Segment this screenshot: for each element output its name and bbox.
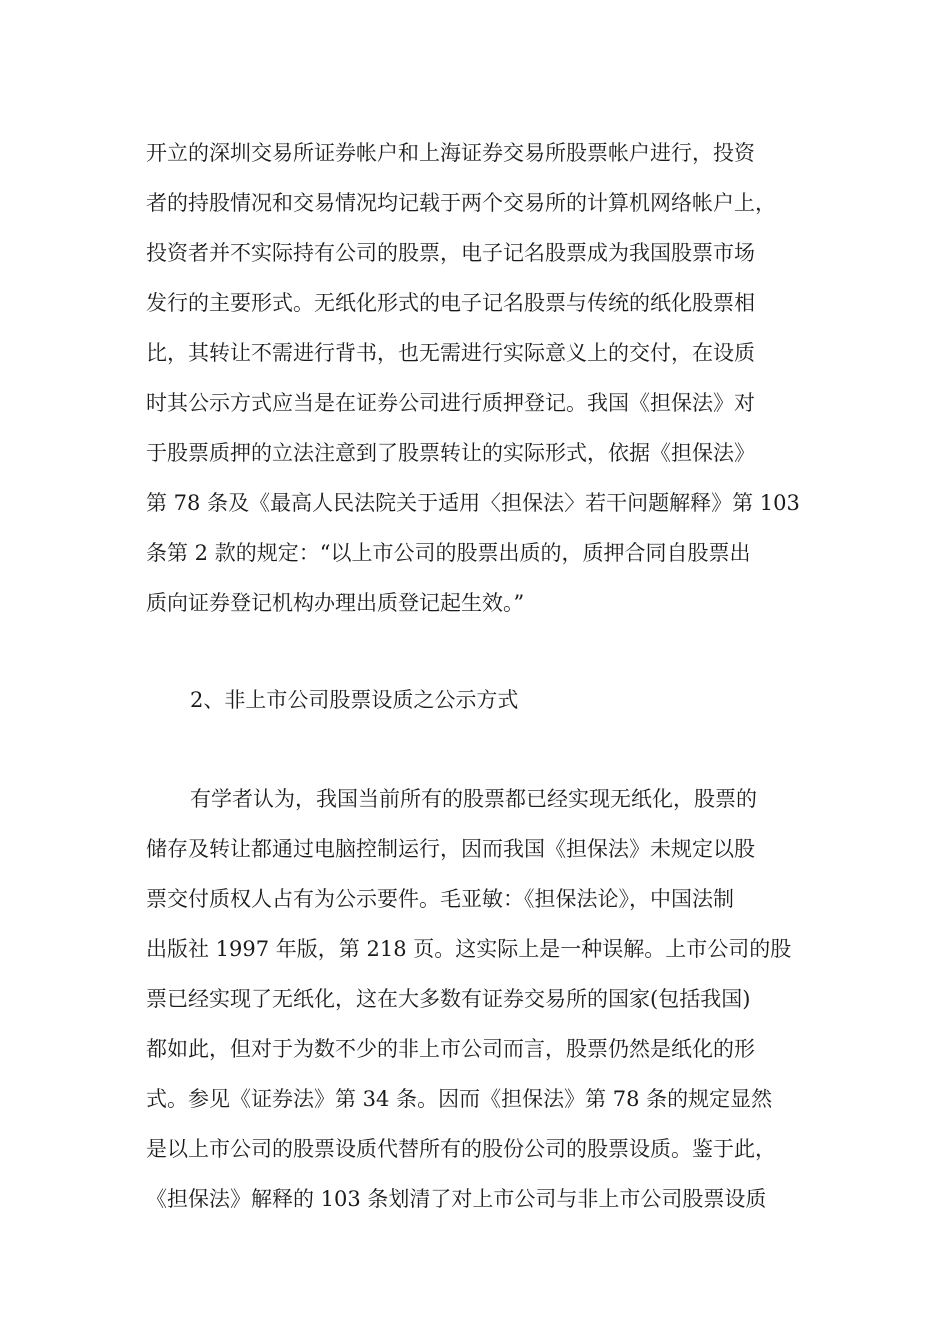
text-line: 《担保法》解释的 103 条划清了对上市公司与非上市公司股票设质: [146, 1187, 767, 1211]
text-line: 式。参见《证券法》第 34 条。因而《担保法》第 78 条的规定显然: [146, 1087, 773, 1111]
text-line: 票已经实现了无纸化，这在大多数有证券交易所的国家(包括我国): [146, 987, 751, 1011]
text-line: 是以上市公司的股票设质代替所有的股份公司的股票设质。鉴于此，: [146, 1137, 776, 1161]
text-line: 第 78 条及《最高人民法院关于适用〈担保法〉若干问题解释》第 103: [146, 491, 800, 515]
text-line: 时其公示方式应当是在证券公司进行质押登记。我国《担保法》对: [146, 391, 755, 415]
text-line: 都如此，但对于为数不少的非上市公司而言，股票仍然是纸化的形: [146, 1037, 755, 1061]
text-line: 票交付质权人占有为公示要件。毛亚敏：《担保法论》，中国法制: [146, 887, 734, 911]
text-line: 质向证券登记机构办理出质登记起生效。”: [146, 591, 525, 615]
text-line: 有学者认为，我国当前所有的股票都已经实现无纸化，股票的: [190, 787, 757, 811]
text-line: 于股票质押的立法注意到了股票转让的实际形式，依据《担保法》: [146, 441, 755, 465]
text-line: 投资者并不实际持有公司的股票，电子记名股票成为我国股票市场: [146, 241, 755, 265]
text-line: 者的持股情况和交易情况均记载于两个交易所的计算机网络帐户上，: [146, 191, 776, 215]
text-line: 出版社 1997 年版，第 218 页。这实际上是一种误解。上市公司的股: [146, 937, 792, 961]
text-line: 储存及转让都通过电脑控制运行，因而我国《担保法》未规定以股: [146, 837, 755, 861]
text-line: 比，其转让不需进行背书，也无需进行实际意义上的交付，在设质: [146, 341, 755, 365]
section-heading: 2、非上市公司股票设质之公示方式: [190, 688, 519, 712]
text-line: 条第 2 款的规定：“以上市公司的股票出质的，质押合同自股票出: [146, 541, 751, 565]
text-line: 发行的主要形式。无纸化形式的电子记名股票与传统的纸化股票相: [146, 291, 755, 315]
text-line: 开立的深圳交易所证券帐户和上海证券交易所股票帐户进行，投资: [146, 141, 755, 165]
